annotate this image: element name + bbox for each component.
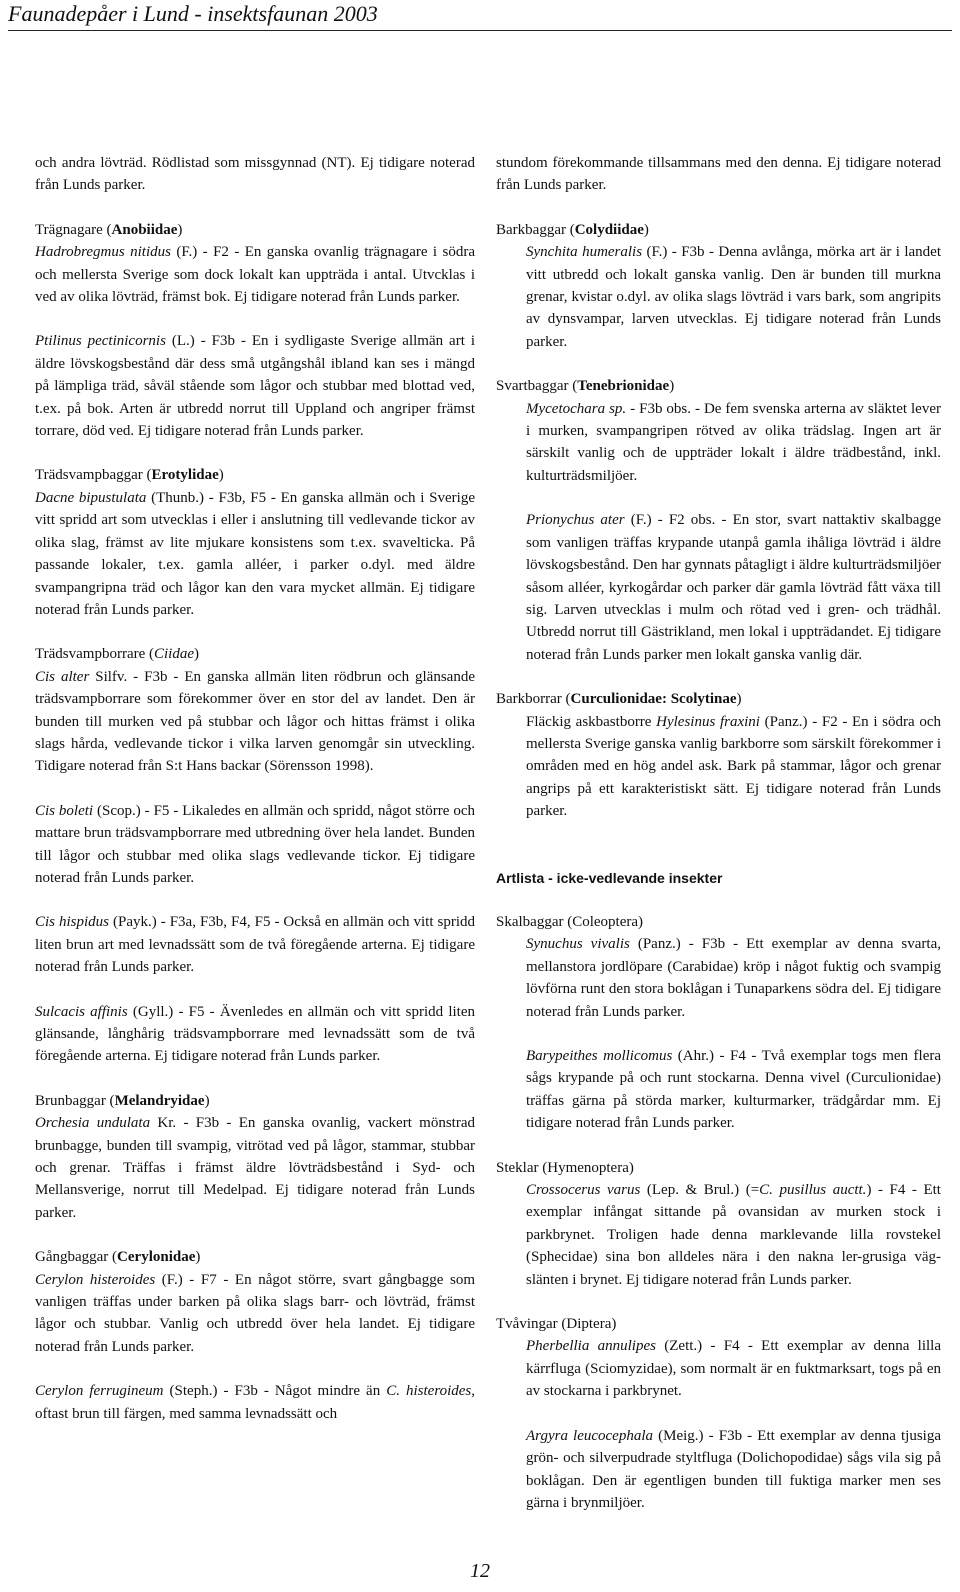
species-entry: Barypeithes mollicomus (Ahr.) - F4 - Två exemplar togs men flera sågs krypande på och runt stockarna. Denna vivel (Curculionidae) träffas gärna på störda marker, kulturmarker, trädgårdar mm. Ej tidigare noterad från Lunds parker. [526,1048,941,1132]
species-entry: Cis boleti (Scop.) - F5 - Likaledes en allmän och spridd, något större och mattare brun trädsvampborrare med utbredning över hela landet. Bunden till lågor och stubbar med olika slags vedlevande tickor. Ej tidigare noterad från Lunds parker. [35,802,475,886]
species-entry: Cerylon histeroides (F.) - F7 - En något större, svart gångbagge som vanligen träffas under barken på olika slags barr- och lövträd, främst lågor och stubbar. Vanlig och utbredd över hela landet. Ej tidigare noterad från Lunds parker. [35,1271,475,1355]
species-entry: Cerylon ferrugineum (Steph.) - F3b - Något mindre än C. histeroides, oftast brun till färgen, med samma levnadssätt och [35,1383,476,1422]
species-name: Dacne bipustulata [35,489,147,506]
family-heading: Barkborrar (Curculionidae: Scolytinae) [496,691,742,708]
species-name: Pherbellia annulipes [526,1338,656,1355]
running-header: Faunadepåer i Lund - insektsfaunan 2003 [8,2,952,31]
text-block [496,1045,941,1135]
text-block [35,330,475,442]
species-name: Ptilinus pectinicornis [35,333,166,350]
species-entry: Crossocerus varus (Lep. & Brul.) (=C. pusillus auctt.) - F4 - Ett exemplar infångat sittande på ovansidan av murken stock i parkbrynet. Troligen hade denna marklevande lilla rovstekel (Sphecidae) sina bon alldeles nära i den nakna ler-grusiga väg-slänten i brynet. Ej tidigare noterad från Lunds parker. [526,1182,941,1288]
species-name: C. pusillus auctt. [759,1182,867,1199]
text-block [496,688,941,822]
species-entry: Pherbellia annulipes (Zett.) - F4 - Ett exemplar av denna lilla kärrfluga (Sciomyzidae), som normalt är en fuktmarksart, togs på en av stockarna i parkbrynet. [526,1338,941,1400]
species-name: Prionychus ater [526,512,625,529]
order-heading: Tvåvingar (Diptera) [496,1316,617,1333]
species-name: Cis hispidus [35,914,110,931]
text-block [496,911,941,1023]
left-column [35,152,475,1425]
species-name: Synuchus vivalis [526,936,630,953]
species-name: Crossocerus varus [526,1182,641,1199]
family-heading: Brunbaggar (Melandryidae) [35,1092,210,1109]
species-name: Sulcacis affinis [35,1003,128,1020]
family-heading: Trägnagare (Anobiidae) [35,221,183,238]
right-column [496,152,941,1514]
text-block [496,375,941,487]
text-block [35,800,475,890]
family-heading: Svartbaggar (Tenebrionidae) [496,378,675,395]
text-block [35,1246,475,1358]
species-entry: Synchita humeralis (F.) - F3b - Denna avlånga, mörka art är i landet vitt utbredd och lokalt ganska vanlig. Den är bunden till murkna grenar, kvistar o.dyl. av olika slags lövträd i vars bark, som angripits av dynsvampar, larven utvecklas. Ej tidigare noterad från Lunds parker. [526,244,941,350]
species-entry: Prionychus ater (F.) - F2 obs. - En stor, svart nattaktiv skalbagge som vanligen träffas krypande utanpå gamla ihåliga lövträd i äldre lövskogsbestånd. Den har gynnats påtagligt i äldre kulturträdsmiljöer såsom alléer, kyrkogårdar och parker där gamla lövträd fått växa till sig. Larven utvecklas i mulm och rötad ved i gren- och trädhål. Utbredd norrut till Gästrikland, men lokal i uppträdandet. Ej tidigare noterad från Lunds parker men lokalt ganska vanlig där. [526,512,942,663]
species-name: Barypeithes mollicomus [526,1048,673,1064]
family-heading: Trädsvampborrare (Ciidae) [35,646,199,663]
order-heading: Steklar (Hymenoptera) [496,1159,634,1176]
species-name: Hylesinus fraxini [656,713,760,730]
species-entry: Dacne bipustulata (Thunb.) - F3b, F5 - En ganska allmän och i Sverige vitt spridd art som utvecklas i eller i anslutning till vedlevande tickor av olika slag, främst av lite mjukare konsistens som t.ex. svavelticka. På passande lokaler, t.ex. gamla alléer, i parker o.dyl. med äldre svampangripna träd och lågor kan den vara mycket allmän. Ej tidigare noterad från Lunds parker. [35,489,476,618]
species-name: Orchesia undulata [35,1115,151,1132]
text-block [35,464,475,621]
species-entry: Hadrobregmus nitidus (F.) - F2 - En ganska ovanlig trägnagare i södra och mellersta Sverige som dock lokalt kan uppträda i antal. Utvcklas i ved av olika lövträd, främst bok. Ej tidigare noterad från Lunds parker. [35,244,475,306]
species-entry: Fläckig askbastborre Hylesinus fraxini (Panz.) - F2 - En i södra och mellersta Sverige ganska vanlig barkborre som särskilt förekommer i områden med en hög andel ask. Bark på stammar, lågor och grenar angrips på ett karakteristiskt sätt. Ej tidigare noterad från Lunds parker. [526,713,941,820]
species-name: Synchita humeralis [526,244,643,261]
text-block [35,1380,475,1425]
paragraph: stundom förekommande tillsammans med den denna. Ej tidigare noterad från Lunds parker. [496,155,941,194]
page-number: 12 [470,1560,490,1582]
species-name: Hadrobregmus nitidus [35,244,171,261]
section-title: Artlista - icke-vedlevande insekter [496,869,723,886]
species-entry: Cis hispidus (Payk.) - F3a, F3b, F4, F5 - Också en allmän och vitt spridd liten brun art med levnadssätt som de två föregående arterna. Ej tidigare noterad från Lunds parker. [35,914,475,976]
text-block [35,152,475,197]
species-name: C. histeroides [386,1383,472,1400]
text-block [496,152,941,197]
order-heading: Skalbaggar (Coleoptera) [496,913,644,930]
text-block [496,1157,941,1291]
text-block [35,1090,475,1224]
text-block [496,219,941,353]
family-heading: Trädsvampbaggar (Erotylidae) [35,467,224,484]
family-heading: Barkbaggar (Colydiidae) [496,221,649,238]
species-entry: Synuchus vivalis (Panz.) - F3b - Ett exemplar av denna svarta, mellanstora jordlöpare (Carabidae) kröp i något fuktig och svampig lövförna runt den stora boklågan i Tunaparkens södra del. Ej tidigare noterad från Lunds parker. [526,936,941,1020]
species-entry: Cis alter Silfv. - F3b - En ganska allmän liten rödbrun och glänsande trädsvampborrare som förekommer över en stor del av landet. Den är bunden till murken ved på stubbar och lågor och hittas främst i olika slags hårda, vedlevande tickor i vilka larven genomgår sin utveckling. Tidigare noterad från S:t Hans backar (Sörensson 1998). [35,668,475,775]
species-name: Cerylon ferrugineum [35,1383,164,1400]
text-block [35,643,475,777]
species-name: Cis alter [35,668,90,685]
species-name: Cis boleti [35,802,94,819]
species-name: Cerylon histeroides [35,1271,156,1288]
species-entry: Sulcacis affinis (Gyll.) - F5 - Ävenledes en allmän och vitt spridd liten glänsande, långhårig trädsvampborrare med levnadssätt som de två föregående arterna. Ej tidigare noterad från Lunds parker. [35,1003,475,1065]
text-block [35,911,475,978]
species-name: Argyra leucocephala [526,1427,654,1444]
species-name: Mycetochara sp. [526,400,627,417]
species-entry: Orchesia undulata Kr. - F3b - En ganska ovanlig, vackert mönstrad brunbagge, bunden till svampig, vitrötad ved på lågor, stammar, stubbar och grenar. Träffas i främst äldre lövträdsbestånd i Syd- och Mellansverige, norrut till Medelpad. Ej tidigare noterad från Lunds parker. [35,1115,475,1221]
species-entry: Mycetochara sp. - F3b obs. - De fem svenska arterna av släktet lever i murken, svampangripen rötved av olika trädslag. Ingen art är särskilt vanlig och de uppträder lokalt i äldre trädbestånd, inkl. kulturträdsmiljöer. [526,400,941,484]
text-block [496,1313,941,1403]
text-block [496,1425,941,1515]
species-entry: Argyra leucocephala (Meig.) - F3b - Ett exemplar av denna tjusiga grön- och silverpudrade styltfluga (Dolichopodidae) sågs vila sig på boklågan. Den är egentligen bunden till fuktiga marker men ses gärna i brynmiljöer. [526,1427,941,1511]
family-heading: Gångbaggar (Cerylonidae) [35,1249,201,1266]
species-entry: Ptilinus pectinicornis (L.) - F3b - En i sydligaste Sverige allmän art i äldre lövskogsbestånd där dess små utgångshål ibland kan ses i mängd på lämpliga träd, såväl stående som lågor och stubbar med blottad ved, t.ex. på bok. Arten är utbredd norrut till Uppland och angriper främst torrare, död ved. Ej tidigare noterad från Lunds parker. [35,333,475,440]
text-block [35,219,475,309]
text-block [35,1001,475,1068]
paragraph: och andra lövträd. Rödlistad som missgynnad (NT). Ej tidigare noterad från Lunds parker. [35,155,475,194]
text-block [496,509,941,666]
